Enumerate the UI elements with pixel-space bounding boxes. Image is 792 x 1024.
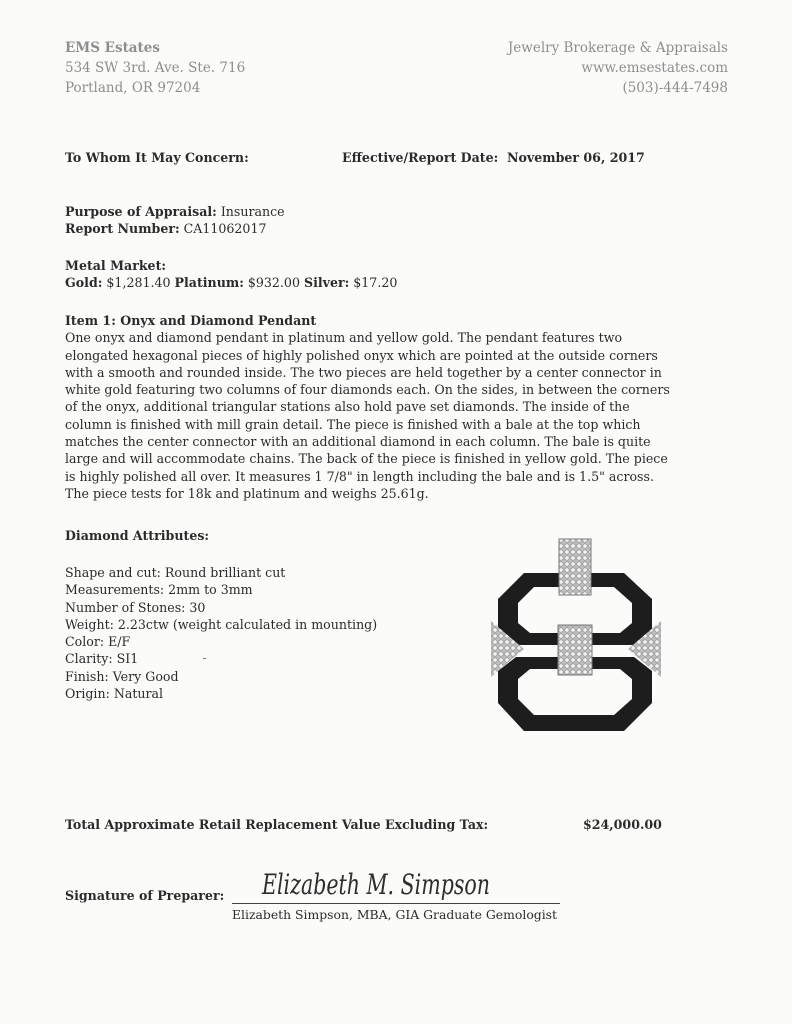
company-block — [65, 38, 245, 98]
attr-shape: Shape and cut: Round brilliant cut — [65, 565, 286, 580]
diamond-attributes-heading: Diamond Attributes: — [65, 528, 210, 543]
stray-mark — [203, 658, 206, 659]
contact-block — [508, 38, 728, 98]
center-connector — [558, 625, 592, 675]
item-title: Item 1: Onyx and Diamond Pendant — [65, 313, 317, 328]
total-label: Total Approximate Retail Replacement Value Excluding Tax: — [65, 817, 489, 832]
metal-market-heading: Metal Market: — [65, 258, 167, 273]
report-number-label: Report Number: — [65, 221, 180, 237]
attr-origin: Origin: Natural — [65, 686, 164, 702]
lower-onyx-opening — [518, 669, 632, 715]
diamond-attributes-list — [65, 564, 377, 702]
address-line-1: 534 SW 3rd. Ave. Ste. 716 — [65, 60, 246, 76]
signature-script: Elizabeth M. Simpson — [261, 868, 490, 901]
address-line-2: Portland, OR 97204 — [65, 80, 201, 96]
salutation: To Whom It May Concern: — [65, 150, 249, 165]
total-value: $24,000.00 — [583, 817, 662, 832]
signature-line — [232, 903, 560, 904]
attr-weight: Weight: 2.23ctw (weight calculated in mounting) — [65, 616, 378, 632]
gold-value: $1,281.40 — [106, 275, 171, 291]
company-name: EMS Estates — [65, 40, 160, 56]
bale — [559, 539, 591, 595]
report-number-value: CA11062017 — [183, 221, 267, 237]
silver-value: $17.20 — [353, 275, 398, 291]
attr-color: Color: E/F — [65, 634, 131, 650]
company-phone: (503)-444-7498 — [622, 80, 728, 96]
purpose-block — [65, 203, 285, 238]
pendant-photo — [486, 537, 666, 749]
attr-stones: Number of Stones: 30 — [65, 599, 206, 615]
attr-measurements: Measurements: 2mm to 3mm — [65, 582, 253, 598]
metal-market — [65, 257, 397, 292]
item-section — [65, 312, 677, 502]
platinum-label: Platinum: — [174, 275, 244, 291]
purpose-label: Purpose of Appraisal: — [65, 204, 217, 219]
effective-date-label: Effective/Report Date: — [342, 150, 499, 165]
effective-date — [342, 149, 645, 166]
preparer-name: Elizabeth Simpson, MBA, GIA Graduate Gemologist — [232, 907, 558, 922]
gold-label: Gold: — [65, 275, 103, 291]
signature-label: Signature of Preparer: — [65, 888, 225, 903]
attr-finish: Finish: Very Good — [65, 668, 179, 684]
silver-label: Silver: — [303, 275, 350, 291]
effective-date-value: November 06, 2017 — [507, 150, 645, 165]
item-description: One onyx and diamond pendant in platinum and yellow gold. The pendant features two elongated hexagonal pieces of highly polished onyx which are pointed at the outside corners with a smooth and rounded inside. The two pieces are held together by a center connector in white gold featuring two columns of four diamonds each. On the sides, in between the corners of the onyx, additional triangular stations also hold pave set diamonds. The inside of the column is finished with mill grain detail. The piece is finished with a bale at the top which matches the center connector with an additional diamond in each column. The bale is quite large and will accommodate chains. The back of the piece is finished in yellow gold. The piece is highly polished all over. It measures 1 7/8" in length including the bale and is 1.5" across. The piece tests for 18k and platinum and weighs 25.61g. — [65, 330, 670, 501]
platinum-value: $932.00 — [247, 275, 300, 291]
purpose-value: Insurance — [220, 204, 285, 219]
attr-clarity: Clarity: SI1 — [65, 651, 139, 667]
company-tagline: Jewelry Brokerage & Appraisals — [507, 40, 728, 56]
handwritten-signature — [258, 858, 498, 908]
company-website: www.emsestates.com — [581, 60, 728, 76]
